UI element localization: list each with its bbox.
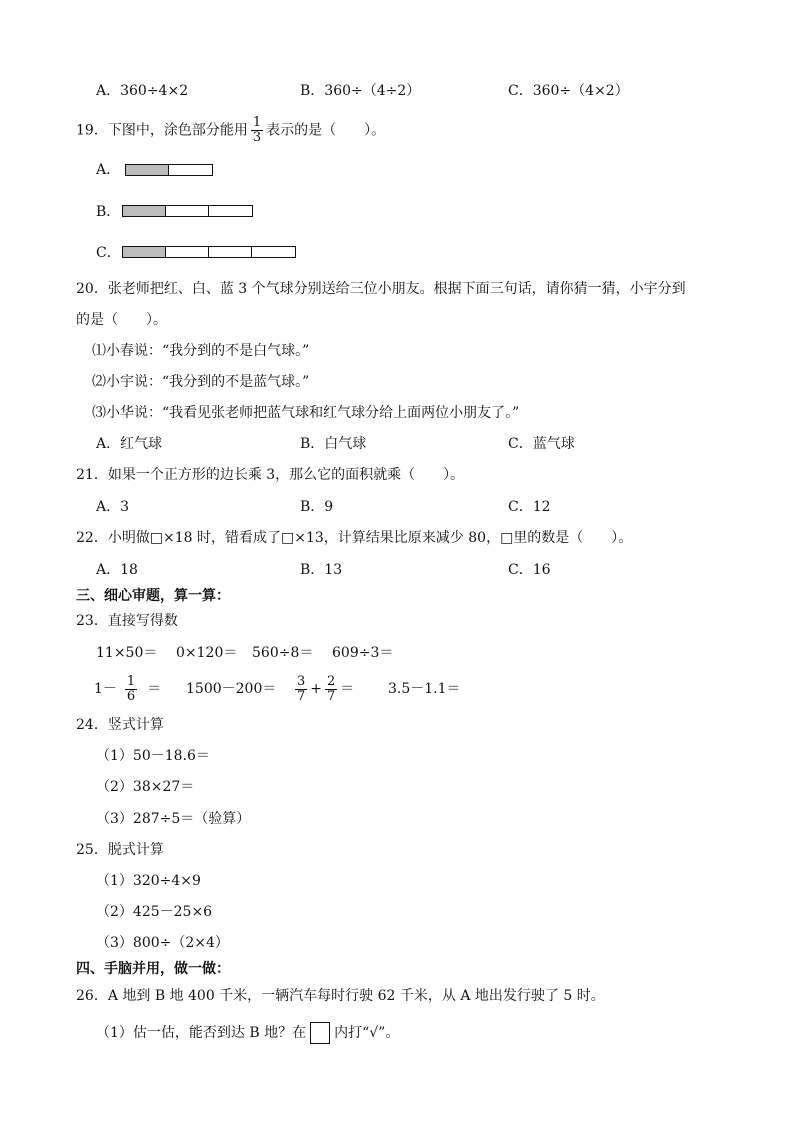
q24-item-2: （2）38×27＝ [96,779,195,795]
q20-option-a: A．红气球 [96,436,163,452]
bar-segment [209,247,252,257]
q26-sub1 [96,1021,399,1045]
q19-prefix: 19．下图中，涂色部分能用 [76,122,248,139]
q19-bar-b [122,205,253,217]
frac-den: 6 [126,688,136,704]
q23-a-fraction [125,675,137,704]
q23-a-pre: 1－ [94,681,117,697]
q26-sub1-pre: （1）估一估，能否到达 B 地？在 [96,1025,307,1041]
bar-segment [252,247,295,257]
q23-item: 0×120＝ [176,645,238,661]
q23-item: 11×50＝ [96,645,158,661]
q21-option-b: B．9 [300,499,334,515]
q19-bar-a [125,164,213,176]
q23-item-fraction-c [292,674,354,704]
q26-question: 26．A 地到 B 地 400 千米，一辆汽车每时行驶 62 千米，从 A 地出发行驶了 5 时。 [76,988,605,1004]
q19-frac-den: 3 [252,130,262,145]
q18-option-b: B．360÷（4÷2） [300,83,421,99]
bar-segment-shaded [126,165,169,175]
q21-option-c: C．12 [508,499,551,515]
q25-item-2: （2）425－25×6 [96,904,213,920]
q19-suffix: 表示的是（ ）。 [266,122,386,139]
q21-option-a: A．3 [96,499,130,515]
q20-statement-1: ⑴小春说：“我分到的不是白气球。” [92,343,310,359]
q22-option-a: A．18 [96,562,138,578]
bar-segment-shaded [123,206,166,216]
q19-label-b: B． [96,204,121,220]
q23-item: 3.5－1.1＝ [388,681,461,697]
q20-line2: 的是（ ）。 [76,312,167,328]
q19-bar-c [122,246,296,258]
q24-title: 24．竖式计算 [76,717,164,733]
q20-statement-2: ⑵小宇说：“我分到的不是蓝气球。” [92,374,310,390]
q22-option-c: C．16 [508,562,551,578]
q18-option-a: A．360÷4×2 [96,83,189,99]
q23-c-post: ＝ [340,681,355,697]
bar-segment [209,206,252,216]
q23-c-op: + [310,681,323,697]
q22-question: 22．小明做□×18 时，错看成了□×13，计算结果比原来减少 80，□里的数是（ ）。 [76,530,633,546]
q20-option-b: B．白气球 [300,436,367,452]
section-3-heading: 三、细心审题，算一算： [76,588,230,604]
q23-a-post: ＝ [147,681,162,697]
q19-label-c: C． [96,245,121,261]
q20-statement-3: ⑶小华说：“我看见张老师把蓝气球和红气球分给上面两位小朋友了。” [92,405,520,421]
bar-segment [166,247,209,257]
q25-item-1: （1）320÷4×9 [96,873,201,889]
q20-line1: 20．张老师把红、白、蓝 3 个气球分别送给三位小朋友。根据下面三句话，请你猜一猜，小宇分到 [76,281,686,297]
frac-num: 2 [327,673,336,689]
q23-item-fraction-a [94,674,161,704]
section-4-heading: 四、手脑并用，做一做： [76,961,230,977]
q24-item-1: （1）50－18.6＝ [96,748,210,764]
q25-item-3: （3）800÷（2×4） [96,935,229,951]
bar-segment [166,206,209,216]
q23-title: 23．直接写得数 [76,613,178,629]
q23-item: 609÷3＝ [332,645,394,661]
q25-title: 25．脱式计算 [76,842,164,858]
q20-option-c: C．蓝气球 [508,436,575,452]
q26-sub1-post: 内打“√”。 [334,1025,400,1041]
q19-fraction [251,116,263,145]
bar-segment-shaded [123,247,166,257]
frac-num: 1 [126,673,136,689]
q23-c-fraction-2 [325,675,337,704]
bar-segment [169,165,212,175]
q24-item-3: （3）287÷5＝（验算） [96,811,251,827]
frac-den: 7 [297,688,306,704]
frac-den: 7 [327,688,336,704]
frac-num: 3 [297,673,306,689]
q19-frac-num: 1 [252,115,262,130]
q19-question [76,116,385,145]
q23-c-fraction-1 [295,675,307,704]
q19-label-a: A． [96,162,121,178]
q18-option-c: C．360÷（4×2） [508,83,629,99]
q21-question: 21．如果一个正方形的边长乘 3，那么它的面积就乘（ ）。 [76,467,465,483]
q22-option-b: B．13 [300,562,343,578]
q23-item: 560÷8＝ [252,645,314,661]
q23-item: 1500－200＝ [186,681,277,697]
answer-box[interactable] [310,1022,330,1044]
